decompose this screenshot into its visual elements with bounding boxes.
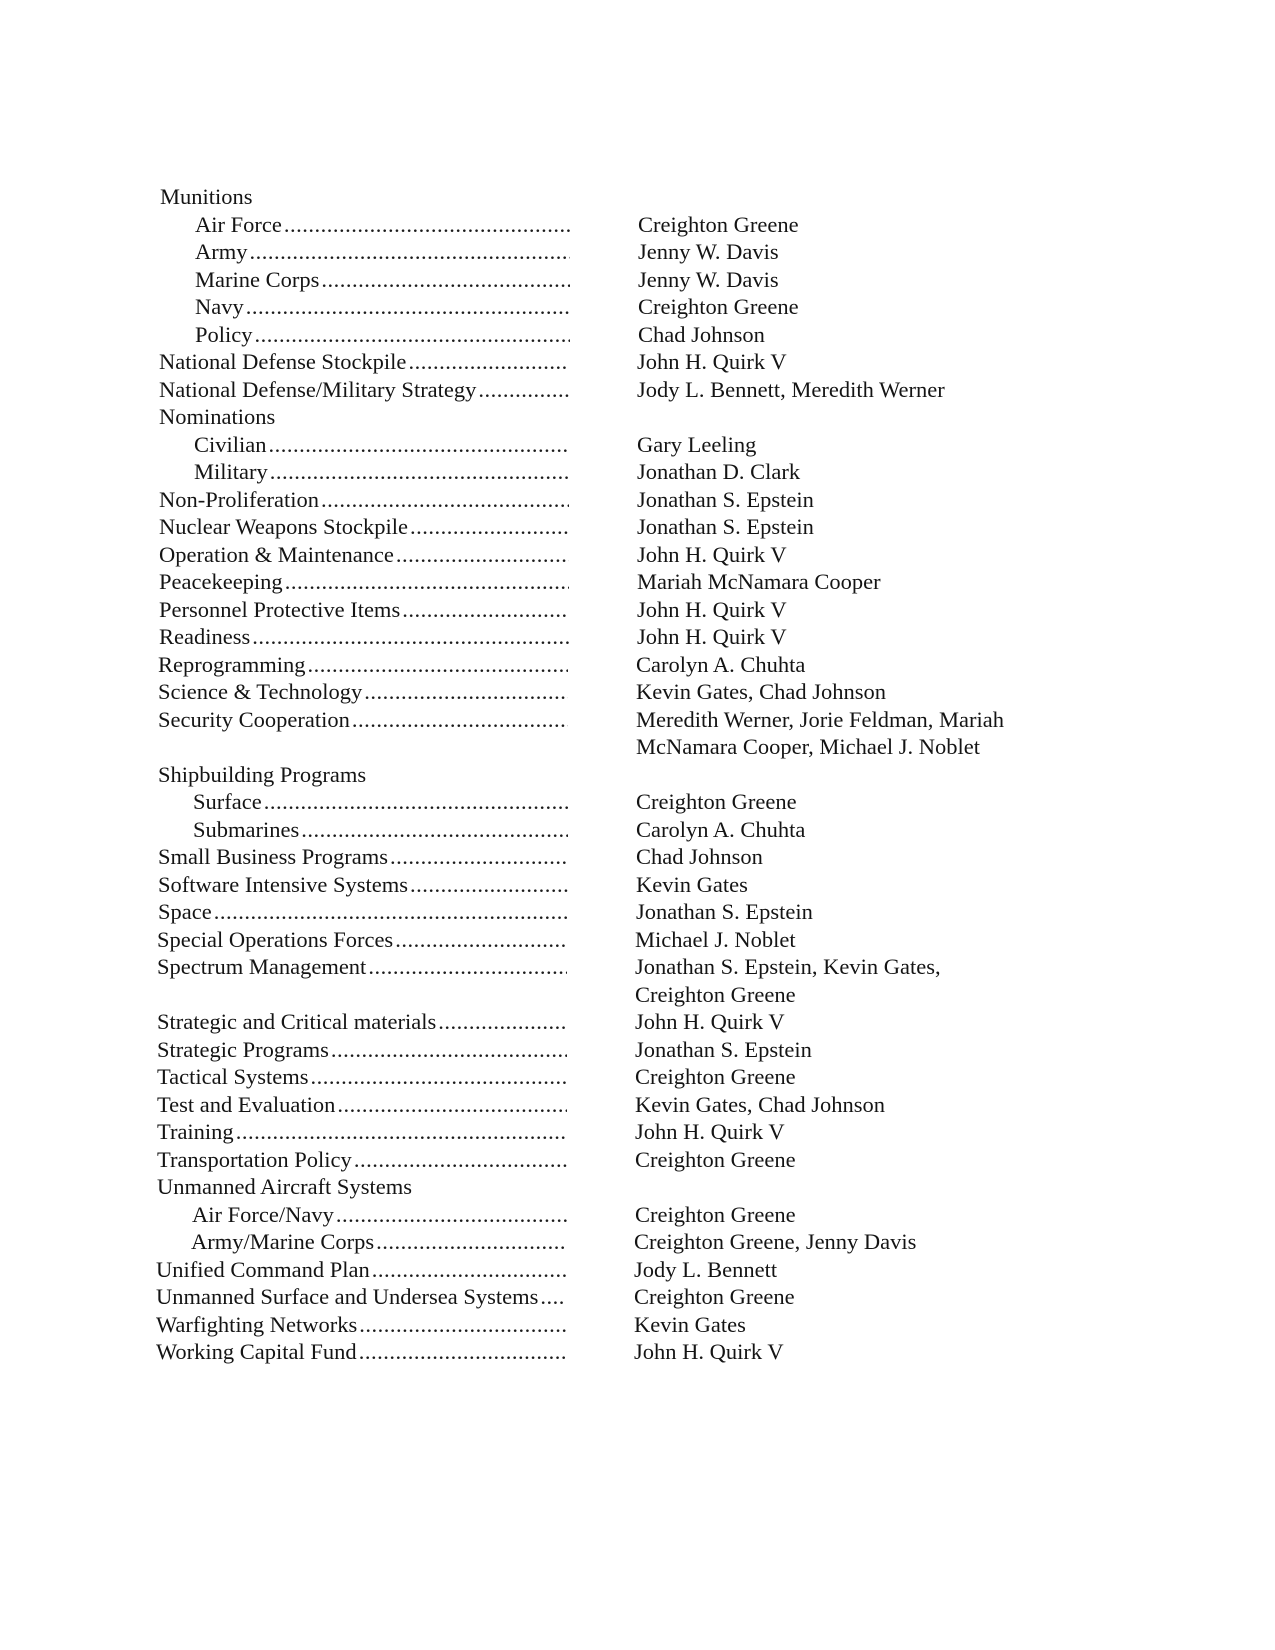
topic-cell	[158, 843, 568, 871]
entry-row	[0, 651, 1275, 679]
topic-label: Special Operations Forces	[157, 926, 394, 952]
dot-leader	[438, 1008, 567, 1036]
topic-cell	[157, 1036, 567, 1064]
topic-label: Reprogramming	[158, 651, 306, 677]
topic-label: Army	[195, 239, 248, 264]
staff-name: McNamara Cooper, Michael J. Noblet	[636, 734, 980, 759]
dot-leader	[285, 568, 569, 596]
section-heading	[159, 403, 275, 431]
topic-label: Unified Command Plan	[156, 1256, 370, 1282]
entry-row	[0, 238, 1275, 266]
staff-name: Carolyn A. Chuhta	[636, 816, 806, 842]
staff-name: John H. Quirk V	[637, 596, 787, 622]
topic-cell	[193, 788, 568, 816]
topic-cell	[157, 1008, 567, 1036]
entry-row	[0, 953, 1275, 981]
dot-leader	[372, 1256, 566, 1284]
topic-label: Security Cooperation	[158, 706, 350, 732]
topic-cell	[158, 871, 568, 899]
topic-label: National Defense/Military Strategy	[159, 376, 477, 402]
dot-leader	[214, 898, 568, 926]
staff-name: Creighton Greene	[635, 1064, 796, 1089]
entry-row	[0, 1201, 1275, 1229]
continuation-row	[0, 981, 1275, 1009]
staff-name: Jenny W. Davis	[638, 239, 779, 264]
topic-cell	[192, 1201, 567, 1229]
section-header-row	[0, 183, 1275, 211]
staff-name: Jenny W. Davis	[638, 266, 779, 292]
continuation-row	[0, 733, 1275, 761]
topic-cell	[158, 706, 568, 734]
topic-cell	[158, 678, 568, 706]
topic-label: National Defense Stockpile	[159, 349, 407, 374]
topic-cell	[195, 293, 570, 321]
entry-row	[0, 1256, 1275, 1284]
entry-row	[0, 431, 1275, 459]
topic-cell	[157, 953, 567, 981]
entry-row	[0, 458, 1275, 486]
topic-label: Army/Marine Corps	[191, 1229, 375, 1254]
section-heading	[160, 183, 253, 211]
topic-label: Navy	[195, 294, 244, 319]
topic-cell	[159, 513, 569, 541]
topic-cell	[156, 1256, 566, 1284]
dot-leader	[246, 293, 570, 321]
entry-row	[0, 1338, 1275, 1366]
entry-row	[0, 1283, 1275, 1311]
dot-leader	[269, 431, 570, 459]
entry-row	[0, 1118, 1275, 1146]
topic-label: Training	[157, 1119, 234, 1144]
entry-row	[0, 706, 1275, 734]
topic-label: Marine Corps	[195, 266, 320, 292]
entry-row	[0, 541, 1275, 569]
staff-name: Creighton Greene	[638, 294, 799, 319]
topic-cell	[195, 321, 570, 349]
entry-row	[0, 321, 1275, 349]
topic-cell	[159, 596, 569, 624]
dot-leader	[402, 596, 569, 624]
staff-name: Creighton Greene	[638, 211, 799, 237]
dot-leader	[301, 816, 568, 844]
dot-leader	[311, 1063, 567, 1091]
section-header-row	[0, 403, 1275, 431]
staff-name: Kevin Gates	[636, 871, 748, 897]
entry-row	[0, 816, 1275, 844]
topic-label: Air Force/Navy	[192, 1201, 334, 1227]
entry-row	[0, 376, 1275, 404]
dot-leader	[337, 1091, 567, 1119]
topic-label: Test and Evaluation	[157, 1091, 336, 1117]
dot-leader	[364, 678, 568, 706]
topic-label: Software Intensive Systems	[158, 871, 408, 897]
section-heading	[158, 761, 366, 789]
topic-cell	[157, 1118, 567, 1146]
topic-cell	[195, 238, 570, 266]
entry-row	[0, 1311, 1275, 1339]
dot-leader	[354, 1146, 567, 1174]
topic-label: Submarines	[193, 816, 300, 842]
topic-label: Air Force	[195, 211, 282, 237]
topic-cell	[159, 568, 569, 596]
topic-cell	[159, 486, 569, 514]
topic-cell	[156, 1311, 566, 1339]
topic-label: Working Capital Fund	[156, 1339, 357, 1364]
entry-row	[0, 1091, 1275, 1119]
dot-leader	[410, 871, 568, 899]
staff-name: Creighton Greene	[636, 789, 797, 814]
topic-cell	[159, 376, 569, 404]
entry-row	[0, 513, 1275, 541]
dot-leader	[359, 1311, 566, 1339]
entry-row	[0, 926, 1275, 954]
topic-label: Non-Proliferation	[159, 486, 319, 512]
dot-leader	[408, 348, 569, 376]
topic-cell	[158, 651, 568, 679]
dot-leader	[321, 486, 569, 514]
topic-label: Munitions	[160, 184, 253, 209]
staff-name: Creighton Greene	[635, 1146, 796, 1172]
topic-label: Strategic Programs	[157, 1036, 329, 1062]
entry-row	[0, 486, 1275, 514]
dot-leader	[284, 211, 570, 239]
topic-cell	[191, 1228, 566, 1256]
topic-label: Space	[158, 899, 212, 924]
topic-cell	[157, 1146, 567, 1174]
entry-row	[0, 1008, 1275, 1036]
dot-leader	[264, 788, 568, 816]
staff-name: Kevin Gates, Chad Johnson	[635, 1091, 885, 1117]
staff-name: John H. Quirk V	[635, 1119, 785, 1144]
dot-leader	[255, 321, 570, 349]
entry-row	[0, 266, 1275, 294]
section-heading	[157, 1173, 412, 1201]
entry-row	[0, 871, 1275, 899]
entry-row	[0, 211, 1275, 239]
topic-label: Tactical Systems	[157, 1064, 309, 1089]
staff-name: Jonathan S. Epstein, Kevin Gates,	[635, 954, 941, 979]
dot-leader	[250, 238, 571, 266]
topic-label: Transportation Policy	[157, 1146, 352, 1172]
entry-row	[0, 898, 1275, 926]
assignment-list	[0, 183, 1275, 1366]
staff-name: Creighton Greene	[634, 1284, 795, 1309]
dot-leader	[540, 1283, 566, 1311]
topic-cell	[159, 623, 569, 651]
section-header-row	[0, 761, 1275, 789]
dot-leader	[236, 1118, 567, 1146]
dot-leader	[352, 706, 568, 734]
topic-cell	[157, 1091, 567, 1119]
topic-label: Military	[194, 459, 268, 484]
staff-name: Creighton Greene	[635, 981, 796, 1007]
staff-name: John H. Quirk V	[637, 624, 787, 649]
topic-label: Readiness	[159, 624, 251, 649]
dot-leader	[252, 623, 569, 651]
staff-name: Mariah McNamara Cooper	[637, 569, 881, 594]
entry-row	[0, 788, 1275, 816]
dot-leader	[359, 1338, 566, 1366]
topic-label: Personnel Protective Items	[159, 596, 401, 622]
staff-name: Kevin Gates, Chad Johnson	[636, 679, 886, 704]
dot-leader	[390, 843, 568, 871]
dot-leader	[395, 926, 567, 954]
topic-cell	[157, 926, 567, 954]
staff-name: John H. Quirk V	[637, 541, 787, 567]
topic-label: Unmanned Surface and Undersea Systems	[156, 1284, 539, 1309]
staff-name: John H. Quirk V	[637, 349, 787, 374]
staff-name: Gary Leeling	[637, 431, 757, 457]
staff-name: Carolyn A. Chuhta	[636, 651, 806, 677]
staff-name: Jody L. Bennett	[634, 1256, 778, 1282]
entry-row	[0, 678, 1275, 706]
staff-name: Creighton Greene	[635, 1201, 796, 1227]
topic-cell	[195, 266, 570, 294]
topic-cell	[194, 431, 569, 459]
entry-row	[0, 596, 1275, 624]
entry-row	[0, 293, 1275, 321]
entry-row	[0, 348, 1275, 376]
topic-label: Science & Technology	[158, 679, 363, 704]
topic-label: Operation & Maintenance	[159, 541, 394, 567]
staff-name: Jonathan S. Epstein	[636, 899, 813, 924]
section-header-row	[0, 1173, 1275, 1201]
topic-cell	[194, 458, 569, 486]
topic-label: Warfighting Networks	[156, 1311, 358, 1337]
topic-cell	[159, 348, 569, 376]
staff-name: Jody L. Bennett, Meredith Werner	[637, 376, 945, 402]
dot-leader	[321, 266, 570, 294]
entry-row	[0, 1063, 1275, 1091]
staff-name: John H. Quirk V	[634, 1339, 784, 1364]
staff-name: Kevin Gates	[634, 1311, 746, 1337]
entry-row	[0, 1036, 1275, 1064]
topic-cell	[157, 1063, 567, 1091]
staff-name: Chad Johnson	[638, 321, 765, 347]
dot-leader	[336, 1201, 567, 1229]
topic-cell	[195, 211, 570, 239]
topic-label: Civilian	[194, 431, 267, 457]
staff-name: John H. Quirk V	[635, 1009, 785, 1034]
entry-row	[0, 1146, 1275, 1174]
topic-label: Nuclear Weapons Stockpile	[159, 514, 408, 539]
topic-label: Policy	[195, 321, 253, 347]
topic-cell	[159, 541, 569, 569]
topic-cell	[158, 898, 568, 926]
staff-name: Jonathan S. Epstein	[637, 514, 814, 539]
topic-cell	[156, 1283, 566, 1311]
staff-name: Jonathan S. Epstein	[635, 1036, 812, 1062]
staff-name: Meredith Werner, Jorie Feldman, Mariah	[636, 706, 1005, 732]
entry-row	[0, 843, 1275, 871]
staff-name: Michael J. Noblet	[635, 926, 796, 952]
topic-cell	[156, 1338, 566, 1366]
topic-label: Peacekeeping	[159, 569, 283, 594]
topic-label: Surface	[193, 789, 262, 814]
dot-leader	[478, 376, 569, 404]
dot-leader	[396, 541, 569, 569]
entry-row	[0, 568, 1275, 596]
topic-label: Unmanned Aircraft Systems	[157, 1174, 412, 1199]
dot-leader	[410, 513, 569, 541]
staff-name: Creighton Greene, Jenny Davis	[634, 1229, 917, 1254]
topic-label: Strategic and Critical materials	[157, 1009, 437, 1034]
dot-leader	[331, 1036, 567, 1064]
staff-name: Jonathan S. Epstein	[637, 486, 814, 512]
dot-leader	[368, 953, 567, 981]
topic-label: Nominations	[159, 404, 276, 429]
topic-label: Small Business Programs	[158, 844, 389, 869]
topic-label: Spectrum Management	[157, 954, 367, 979]
topic-cell	[193, 816, 568, 844]
dot-leader	[307, 651, 568, 679]
staff-name: Jonathan D. Clark	[637, 459, 801, 484]
dot-leader	[376, 1228, 566, 1256]
entry-row	[0, 1228, 1275, 1256]
dot-leader	[270, 458, 569, 486]
topic-label: Shipbuilding Programs	[158, 761, 367, 787]
entry-row	[0, 623, 1275, 651]
staff-name: Chad Johnson	[636, 844, 763, 869]
